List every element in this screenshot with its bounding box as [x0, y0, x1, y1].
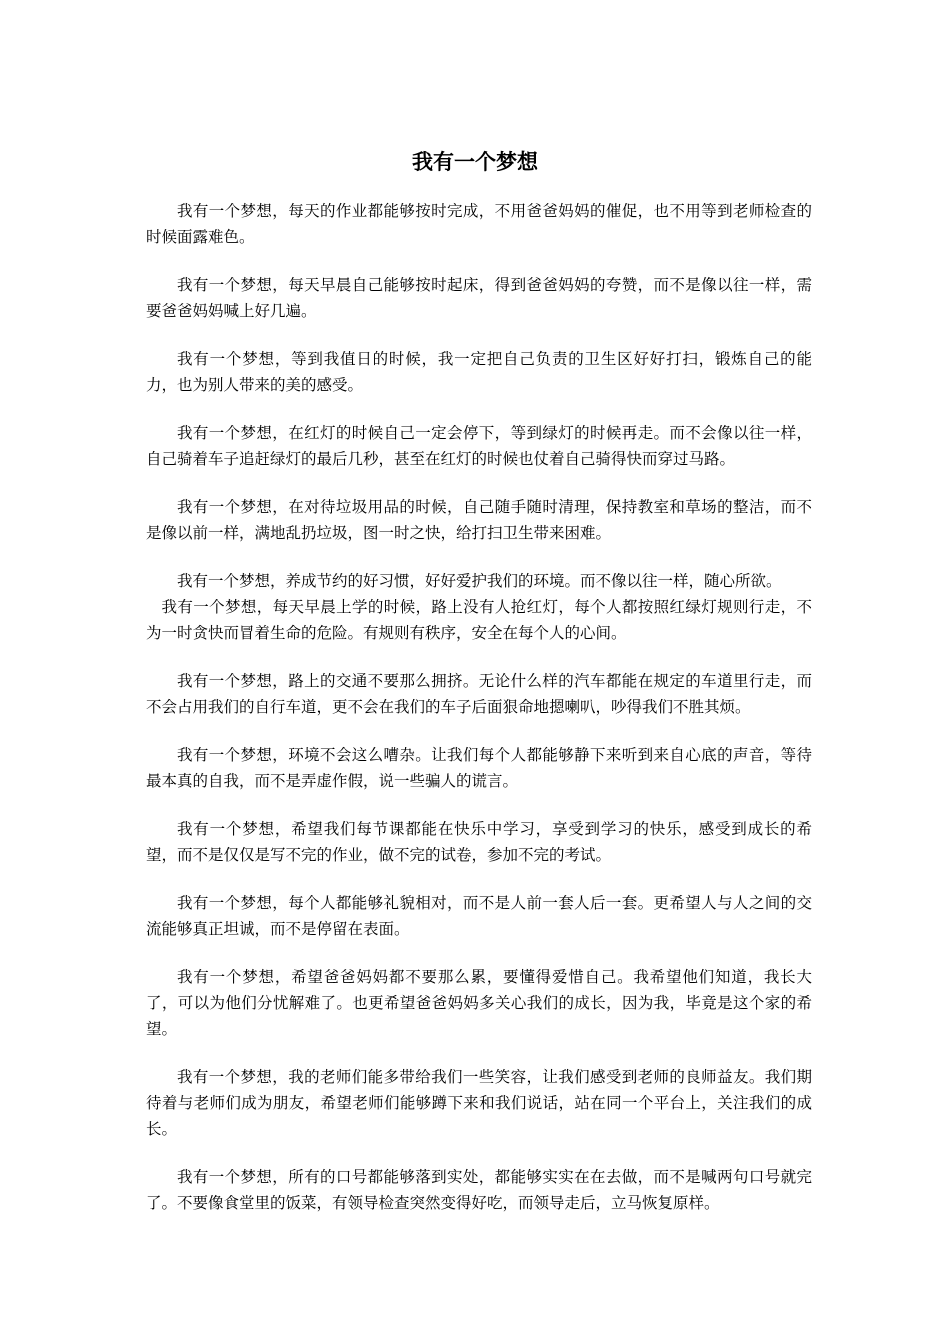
paragraph: 我有一个梦想，等到我值日的时候，我一定把自己负责的卫生区好好打扫，锻炼自己的能力，也为别人带来的美的感受。 [146, 350, 812, 394]
paragraph: 我有一个梦想，养成节约的好习惯，好好爱护我们的环境。而不像以往一样，随心所欲。 [177, 572, 782, 590]
paragraph: 我有一个梦想，环境不会这么嘈杂。让我们每个人都能够静下来听到来自心底的声音，等待最本真的自我，而不是弄虚作假，说一些骗人的谎言。 [146, 746, 812, 790]
paragraph: 我有一个梦想，我的老师们能多带给我们一些笑容，让我们感受到老师的良师益友。我们期待着与老师们成为朋友，希望老师们能够蹲下来和我们说话，站在同一个平台上，关注我们的成长。 [146, 1068, 812, 1138]
paragraph: 我有一个梦想，所有的口号都能够落到实处，都能够实实在在去做，而不是喊两句口号就完了。不要像食堂里的饭菜，有领导检查突然变得好吃，而领导走后，立马恢复原样。 [146, 1168, 812, 1212]
document-body [146, 198, 812, 1238]
paragraph: 我有一个梦想，每天早晨上学的时候，路上没有人抢红灯，每个人都按照红绿灯规则行走，不为一时贪快而冒着生命的危险。有规则有秩序，安全在每个人的心间。 [146, 598, 812, 642]
paragraph: 我有一个梦想，每天早晨自己能够按时起床，得到爸爸妈妈的夸赞，而不是像以往一样，需要爸爸妈妈喊上好几遍。 [146, 276, 812, 320]
paragraph: 我有一个梦想，希望我们每节课都能在快乐中学习，享受到学习的快乐，感受到成长的希望，而不是仅仅是写不完的作业，做不完的试卷，参加不完的考试。 [146, 820, 812, 864]
paragraph: 我有一个梦想，在对待垃圾用品的时候，自己随手随时清理，保持教室和草场的整洁，而不是像以前一样，满地乱扔垃圾，图一时之快，给打扫卫生带来困难。 [146, 498, 812, 542]
paragraph: 我有一个梦想，每天的作业都能够按时完成，不用爸爸妈妈的催促，也不用等到老师检查的时候面露难色。 [146, 202, 812, 246]
paragraph: 我有一个梦想，每个人都能够礼貌相对，而不是人前一套人后一套。更希望人与人之间的交流能够真正坦诚，而不是停留在表面。 [146, 894, 812, 938]
paragraph: 我有一个梦想，在红灯的时候自己一定会停下，等到绿灯的时候再走。而不会像以往一样，自己骑着车子追赶绿灯的最后几秒，甚至在红灯的时候也仗着自己骑得快而穿过马路。 [146, 424, 812, 468]
paragraph: 我有一个梦想，路上的交通不要那么拥挤。无论什么样的汽车都能在规定的车道里行走，而不会占用我们的自行车道，更不会在我们的车子后面狠命地摁喇叭，吵得我们不胜其烦。 [146, 672, 812, 716]
paragraph: 我有一个梦想，希望爸爸妈妈都不要那么累，要懂得爱惜自己。我希望他们知道，我长大了，可以为他们分忧解难了。也更希望爸爸妈妈多关心我们的成长，因为我，毕竟是这个家的希望。 [146, 968, 812, 1038]
document-title: 我有一个梦想 [412, 150, 538, 174]
